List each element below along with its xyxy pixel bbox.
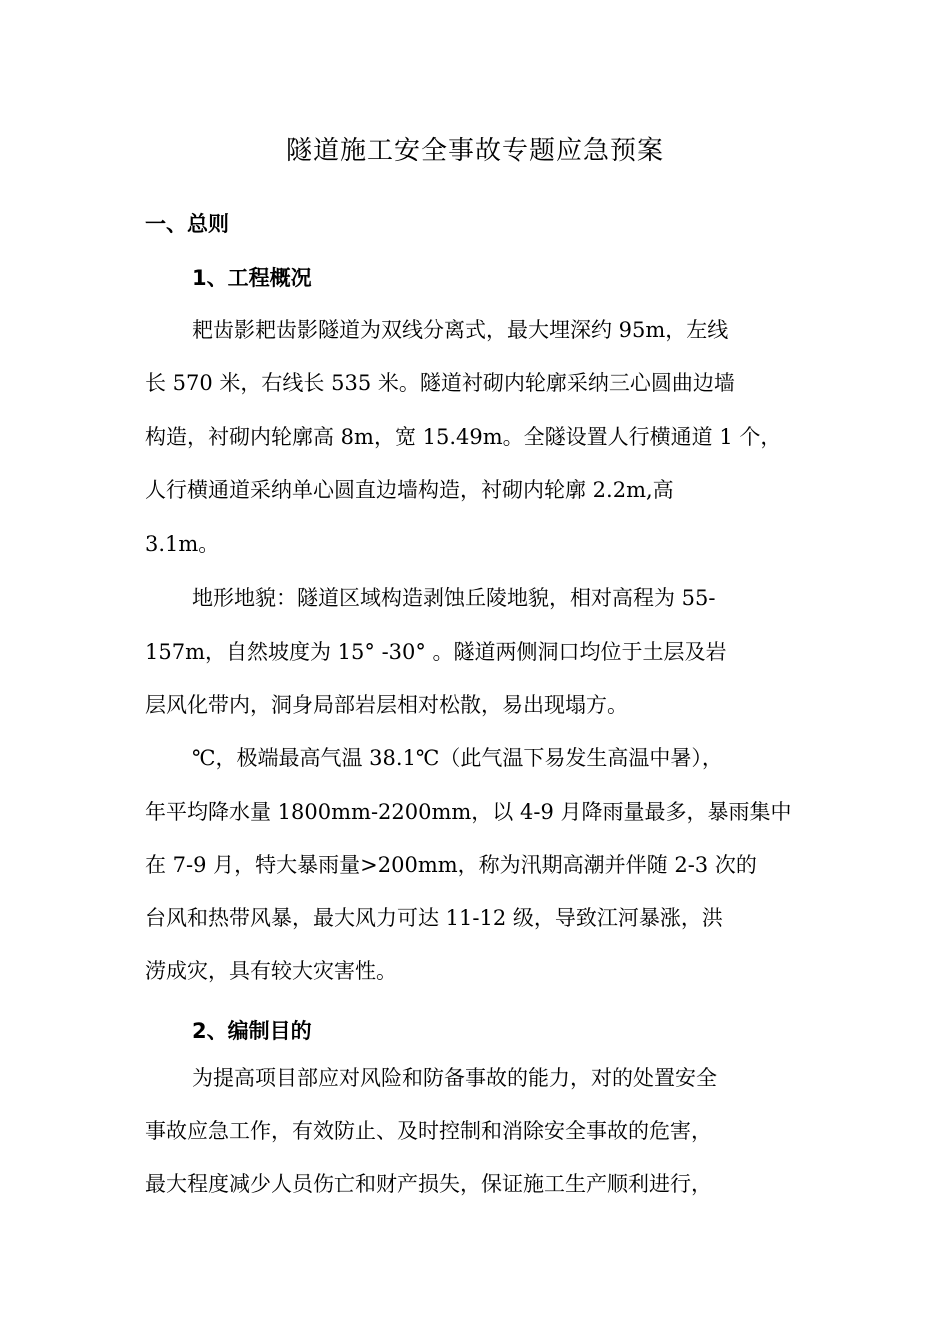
subsection-heading-purpose: 2、编制目的 — [192, 1019, 312, 1043]
paragraph-line: 在 7-9 月，特大暴雨量>200mm，称为汛期高潮并伴随 2-3 次的 — [145, 853, 757, 877]
paragraph-line: ℃，极端最高气温 38.1℃（此气温下易发生高温中暑）， — [192, 746, 723, 770]
paragraph-line: 长 570 米，右线长 535 米。隧道衬砌内轮廓采纳三心圆曲边墙 — [145, 371, 735, 395]
section-heading-general: 一、总则 — [145, 212, 229, 236]
paragraph-line: 事故应急工作，有效防止、及时控制和消除安全事故的危害， — [145, 1119, 712, 1143]
paragraph-line: 最大程度减少人员伤亡和财产损失，保证施工生产顺利进行， — [145, 1172, 712, 1196]
paragraph-line: 耙齿影耙齿影隧道为双线分离式，最大埋深约 95m，左线 — [192, 318, 729, 342]
paragraph-line: 台风和热带风暴，最大风力可达 11-12 级，导致江河暴涨，洪 — [145, 906, 723, 930]
paragraph-line: 157m，自然坡度为 15° -30° 。隧道两侧洞口均位于土层及岩 — [145, 640, 727, 664]
paragraph-line: 地形地貌：隧道区域构造剥蚀丘陵地貌，相对高程为 55- — [192, 586, 716, 610]
paragraph-line: 人行横通道采纳单心圆直边墙构造，衬砌内轮廓 2.2m,高 — [145, 478, 674, 502]
paragraph-line: 构造，衬砌内轮廓高 8m，宽 15.49m。全隧设置人行横通道 1 个， — [145, 425, 782, 449]
paragraph-line: 涝成灾，具有较大灾害性。 — [145, 959, 397, 983]
subsection-heading-project-overview: 1、工程概况 — [192, 266, 312, 290]
paragraph-line: 层风化带内，洞身局部岩层相对松散，易出现塌方。 — [145, 693, 628, 717]
paragraph-line: 年平均降水量 1800mm-2200mm，以 4-9 月降雨量最多，暴雨集中 — [145, 800, 792, 824]
paragraph-line: 3.1m。 — [145, 532, 220, 556]
paragraph-line: 为提高项目部应对风险和防备事故的能力，对的处置安全 — [192, 1066, 717, 1090]
document-title: 隧道施工安全事故专题应急预案 — [285, 136, 664, 166]
